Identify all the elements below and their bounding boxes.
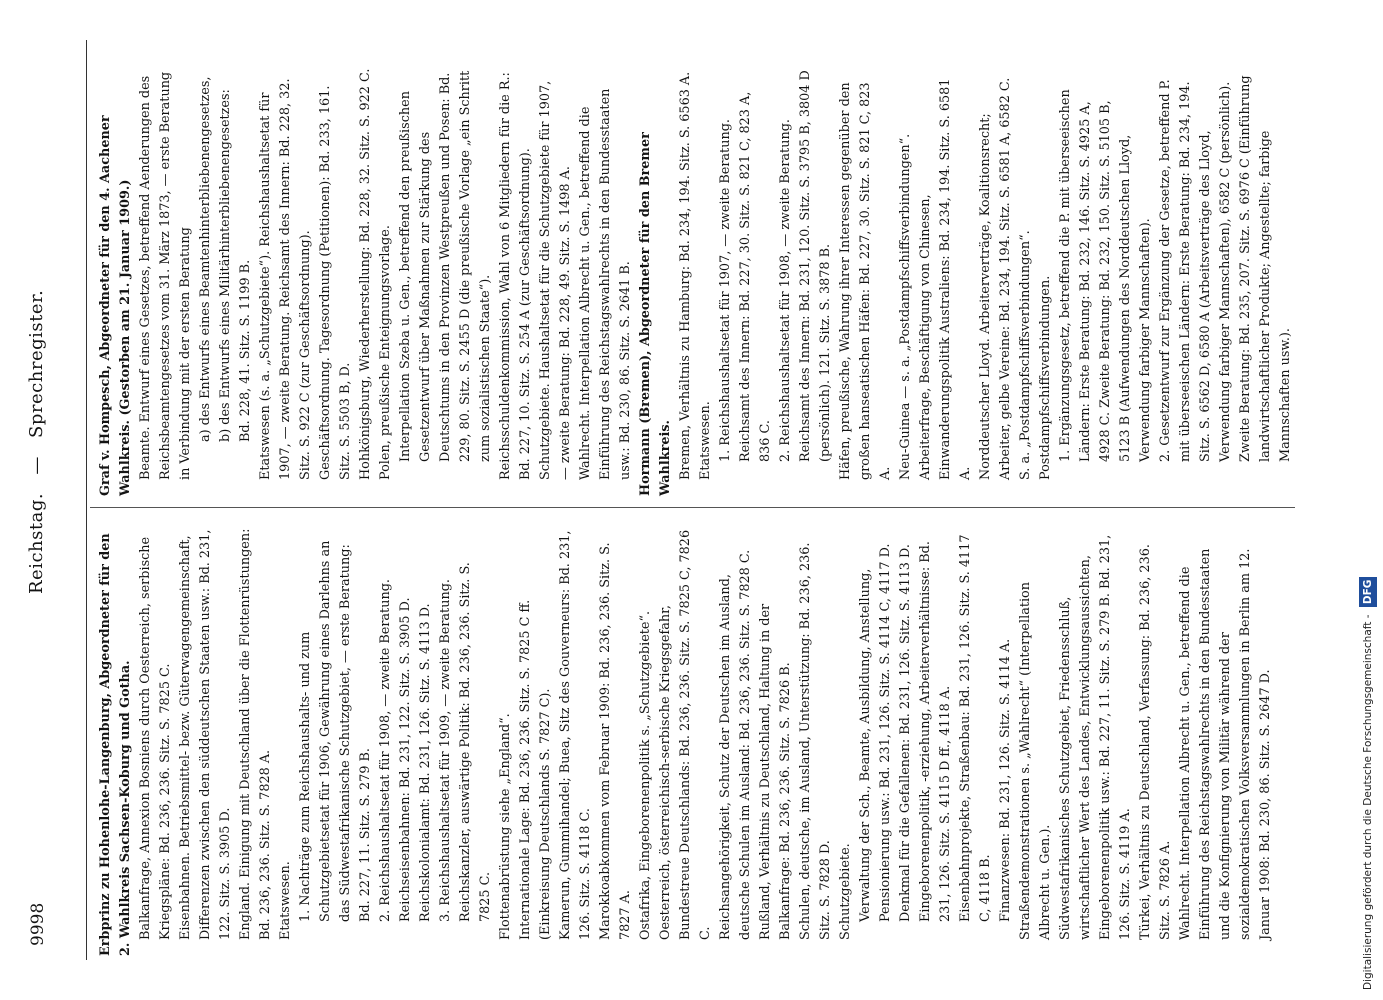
register-entry: Verwaltung der Sch., Beamte, Ausbildung, Anstellung, Pensionierung usw.: Bd. 231, 126. Sitz. S. 4114 C, 4117 D. <box>858 543 893 922</box>
register-entry: Eisenbahnprojekte, Straßenbau: Bd. 231, 126. Sitz. S. 4117 C, 4118 B. <box>958 534 993 922</box>
register-entry: Kamerun, Gummihandel; Buea, Sitz des Gouverneurs: Bd. 231, 126. Sitz. S. 4118 C. <box>558 530 593 940</box>
register-entry: b) des Entwurfs eines Militärhinterbliebenengesetzes: Bd. 228, 41. Sitz. S. 1199 B. <box>218 89 253 442</box>
register-entry: Neu-Guinea — s. a. „Postdampfschiffsverbindungen“. Arbeiterfrage, Beschäftigung von Chinesen, Einwanderungspolitik Australiens: Bd. 234, 194. Sitz. S. 6581 A. <box>898 78 973 480</box>
register-entry: Interpellation Szeba u. Gen., betreffend den preußischen Gesetzentwurf über Maßnahmen zur Stärkung des Deutschtums in den Provinzen Westpreußen und Posen: Bd. 229, 80. Sitz. S. 2455 D (die preußische Vorlage „ein Schritt zum sozialistischen Staate“). <box>398 70 493 462</box>
register-entry: Türkei, Verhältnis zu Deutschland, Verfassung: Bd. 236, 236. Sitz. S. 7826 A. <box>1138 544 1173 940</box>
register-entry: Reichsschuldenkommission, Wahl von 6 Mitgliedern für die R.: Bd. 227, 10. Sitz. S. 254 A (zur Geschäftsordnung). <box>498 72 533 480</box>
register-entry: Finanzwesen: Bd. 231, 126. Sitz. S. 4114 A. <box>998 638 1013 922</box>
register-entry: Polen, preußische Enteignungsvorlage. <box>378 225 393 480</box>
dfg-logo: DFG <box>1359 577 1377 608</box>
register-entry: Etatswesen. <box>698 401 713 480</box>
running-title-separator: — <box>26 456 47 475</box>
register-entry: 1. Ergänzungsgesetz, betreffend die P. mit überseeischen Ländern: Erste Beratung: Bd. 232, 146. Sitz. S. 4925 A, 4928 C. Zweite Beratung: Bd. 232, 150. Sitz. S. 5105 B, 5123 B (Aufwendungen des Norddeutschen Lloyd, Verwendung farbiger Mannschaften). <box>1058 89 1153 462</box>
member-heading: Hormann (Bremen), Abgeordneter für den Bremer Wahlkreis. <box>638 132 673 496</box>
member-heading: Erbprinz zu Hohenlohe-Langenburg, Abgeordneter für den 2. Wahlkreis Sachsen-Koburg und Gotha. <box>98 533 133 956</box>
right-column <box>96 66 1296 496</box>
running-head <box>18 40 58 960</box>
running-title-left: Reichstag. <box>26 492 47 594</box>
register-entry: Straßendemonstrationen s. „Wahlrecht“ (Interpellation Albrecht u. Gen.). <box>1018 581 1053 940</box>
page-number: 9998 <box>28 902 48 946</box>
register-entry: Denkmal für die Gefallenen: Bd. 231, 126. Sitz. S. 4113 D. <box>898 544 913 922</box>
column-divider <box>90 507 1295 508</box>
register-entry: Etatswesen. <box>278 861 293 940</box>
digitization-note <box>1359 10 1377 990</box>
register-entry: Wahlrecht. Interpellation Albrecht u. Gen., betreffend die Einführung des Reichstagswahlrechts in den Bundesstaaten und die Konfignierung von Militär während der sozialdemokratischen Volksversammlungen in Berlin am 12. Januar 1908: Bd. 230, 86. Sitz. S. 2647 D. <box>1178 548 1273 940</box>
register-entry: Etatswesen (s. a. „Schutzgebiete“). Reichshaushaltsetat für 1907, — zweite Beratung. Reichsamt des Innern: Bd. 228, 32. Sitz. S. 922 C (zur Geschäftsordnung). <box>258 78 313 480</box>
register-entry: England. Einigung mit Deutschland über die Flottenrüstungen: Bd. 236, 236. Sitz. S. 7828 A. <box>238 528 273 940</box>
register-entry: Schutzgebiete. Haushaltsetat für die Schutzgebiete für 1907, — zweite Beratung: Bd. 228, 49. Sitz. S. 1498 A. <box>538 80 573 480</box>
register-entry: Marokkoabkommen vom Februar 1909: Bd. 236, 236. Sitz. S. 7827 A. <box>598 542 633 940</box>
register-entry: Norddeutscher Lloyd. Arbeiterverträge, Koalitionsrecht; Arbeiter, gelbe Vereine: Bd. 234, 194. Sitz. S. 6581 A, 6582 C. S. a. „Postdampfschiffsverbindungen“. <box>978 77 1033 480</box>
register-entry: a) des Entwurfs eines Beamtenhinterbliebenengesetzes, <box>198 76 213 442</box>
register-entry: 3. Reichshaushaltsetat für 1909, — zweite Beratung. Reichskanzler, auswärtige Politik: Bd. 236, 236. Sitz. S. 7825 C. <box>438 562 493 922</box>
register-entry: Rußland, Verhältnis zu Deutschland, Haltung in der Balkanfrage: Bd. 236, 236. Sitz. S. 7826 B. <box>758 603 793 940</box>
register-entry: Reichsangehörigkeit, Schutz der Deutschen im Ausland, deutsche Schulen im Ausland: Bd. 236, 236. Sitz. S. 7828 C. <box>718 549 753 940</box>
register-entry: Wahlrecht. Interpellation Albrecht u. Gen., betreffend die Einführung des Reichstagswahlrechts in den Bundesstaaten usw.: Bd. 230, 86. Sitz. S. 2641 B. <box>578 88 633 480</box>
register-entry: Geschäftsordnung. Tagesordnung (Petitionen): Bd. 233, 161. Sitz. S. 5503 B, D. <box>318 85 353 480</box>
register-entry: Eingeborenenpolitik, -erziehung, Arbeiterverhältnisse: Bd. 231, 126. Sitz. S. 4115 D ff., 4118 A. <box>918 541 953 922</box>
register-entry: Südwestafrikanisches Schutzgebiet, Friedensschluß, wirtschaftlicher Wert des Landes, Entwicklungsaussichten, Eingeborenenpolitik usw.: Bd. 227, 11. Sitz. S. 279 B. Bd. 231, 126. Sitz. S. 4119 A. <box>1058 534 1133 940</box>
register-entry: Ostafrika, Eingeborenenpolitik s. „Schutzgebiete“. <box>638 610 653 940</box>
register-entry: Eisenbahnen. Betriebsmittel- bezw. Güterwagengemeinschaft, Differenzen zwischen den süddeutschen Staaten usw.: Bd. 231, 122. Sitz. S. 3905 D. <box>178 529 233 940</box>
register-entry: Oesterreich, österreichisch-serbische Kriegsgefahr, Bundestreue Deutschlands: Bd. 236, 236. Sitz. S. 7825 C, 7826 C. <box>658 529 713 940</box>
left-column <box>96 526 1276 956</box>
register-entry: Hohkönigsburg, Wiederherstellung: Bd. 228, 32. Sitz. S. 922 C. <box>358 68 373 480</box>
register-entry: Bremen, Verhältnis zu Hamburg: Bd. 234, 194. Sitz. S. 6563 A. <box>678 71 693 480</box>
register-entry: 1. Reichshaushaltsetat für 1907, — zweite Beratung. Reichsamt des Innern: Bd. 227, 30. Sitz. S. 821 C, 823 A, 836 C. <box>718 91 773 462</box>
register-entry: Postdampfschiffsverbindungen. <box>1038 275 1053 480</box>
member-heading: Graf v. Hompesch, Abgeordneter für den 4. Aachener Wahlkreis. (Gestorben am 21. Januar 1909.) <box>98 115 133 496</box>
register-entry: Schulen, deutsche, im Ausland, Unterstützung: Bd. 236, 236. Sitz. S. 7828 D. <box>798 542 833 940</box>
header-rule <box>86 40 87 960</box>
register-entry: Häfen, preußische, Wahrung ihrer Interessen gegenüber den großen hanseatischen Häfen: Bd. 227, 30. Sitz. S. 821 C, 823 A. <box>838 82 893 480</box>
register-entry: Internationale Lage: Bd. 236, 236. Sitz. S. 7825 C ff. (Einkreisung Deutschlands S. 7827 C). <box>518 599 553 940</box>
register-entry: 2. Reichshaushaltsetat für 1908, — zweite Beratung. Reichsamt des Innern: Bd. 231, 120. Sitz. S. 3795 B, 3804 D (persönlich). 121. Sitz. S. 3878 B. <box>778 70 833 462</box>
register-entry: Flottenabrüstung siehe „England“. <box>498 713 513 940</box>
register-entry: 2. Reichshaushaltsetat für 1908, — zweite Beratung. Reichseisenbahnen: Bd. 231, 122. Sitz. S. 3905 D. Reichskolonialamt: Bd. 231, 126. Sitz. S. 4113 D. <box>378 579 433 922</box>
register-entry: Schutzgebiete. <box>838 843 853 940</box>
register-entry: Balkanfrage, Annexion Bosniens durch Oesterreich, serbische Kriegspläne: Bd. 236, 236. Sitz. S. 7825 C. <box>138 536 173 940</box>
running-title <box>26 284 47 600</box>
digitization-note-text: Digitalisierung gefördert durch die Deutsche Forschungsgemeinschaft - <box>1362 614 1374 990</box>
running-title-right: Sprechregister. <box>26 289 47 438</box>
register-entry: Beamte. Entwurf eines Gesetzes, betreffend Aenderungen des Reichsbeamtengesetzes vom 31. März 1873, — erste Beratung in Verbindung mit der ersten Beratung <box>138 71 193 480</box>
register-entry: 1. Nachträge zum Reichshaushalts- und zum Schutzgebietsetat für 1906, Gewährung eines Darlehns an das Südwestafrikanische Schutzgebiet, — erste Beratung: Bd. 227, 11. Sitz. S. 279 B. <box>298 540 373 922</box>
register-entry: 2. Gesetzentwurf zur Ergänzung der Gesetze, betreffend P. mit überseeischen Ländern: Erste Beratung: Bd. 234, 194. Sitz. S. 6562 D, 6580 A (Arbeitsverträge des Lloyd, Verwendung farbiger Mannschaften), 6582 C (persönlich). Zweite Beratung: Bd. 235, 207. Sitz. S. 6976 C (Einführung landwirtschaftlicher Produkte; Angestellte; farbige Mannschaften usw.). <box>1158 75 1293 462</box>
